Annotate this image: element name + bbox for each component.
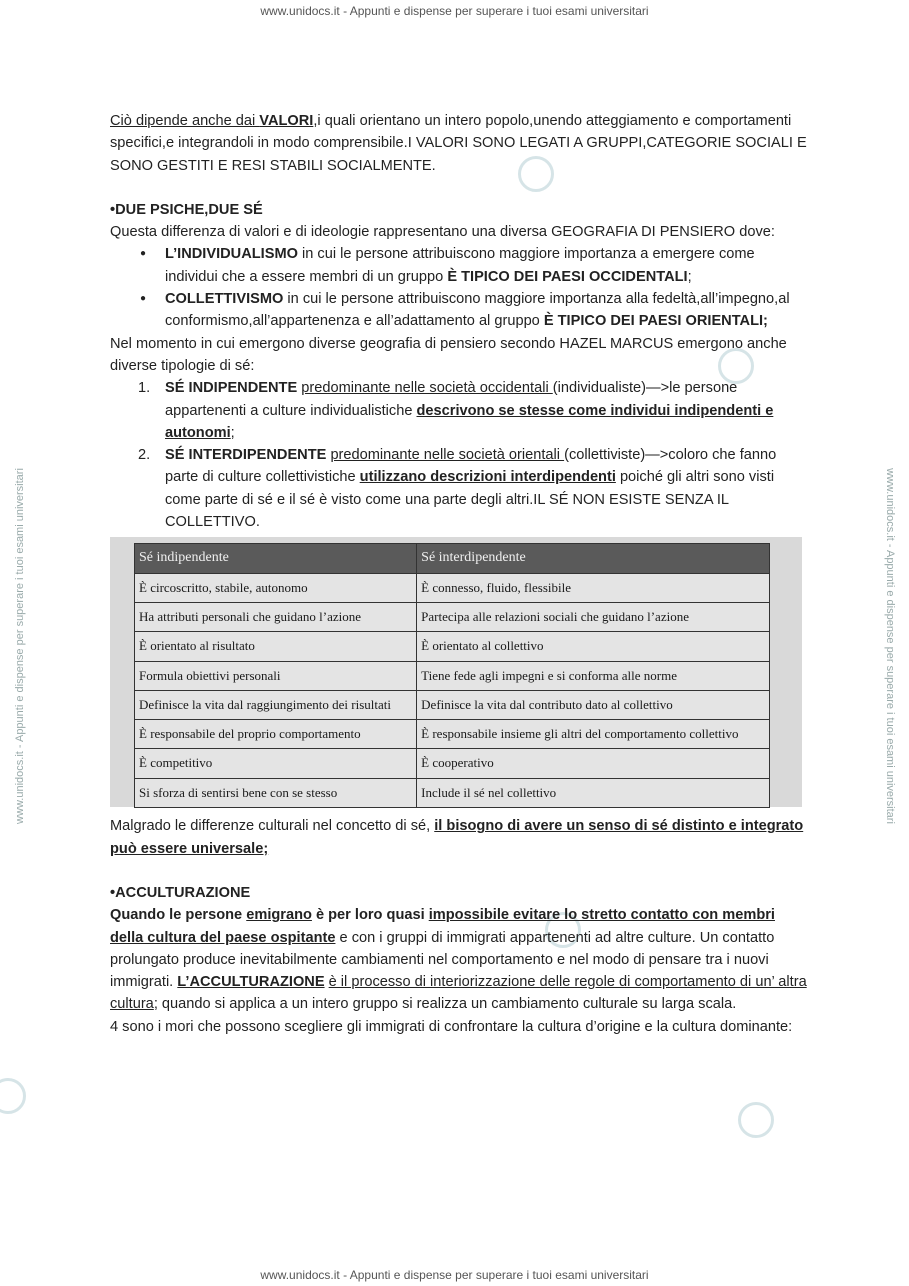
text-run: poiché gli altri sono visti come parte di sé e il sé è visto come una parte degli altri.IL SÉ NON ESISTE SENZA IL COLLETTIVO. (165, 469, 775, 531)
list-item (110, 444, 810, 533)
table-cell: Include il sé nel collettivo (417, 778, 770, 807)
emphasis: il bisogno di avere un senso di sé distinto e integrato può essere universale; (110, 818, 804, 857)
emphasis: È TIPICO DEI PAESI ORIENTALI; (543, 313, 768, 330)
heading-acculturazione: •ACCULTURAZIONE (110, 884, 251, 901)
list-number: 2. (138, 447, 151, 464)
text-run: e con i gruppi di immigrati appartenenti ad altre culture. Un contatto prolungato produce inevitabilmente cambiamenti nel comportamento e nel modo di pensare tra i nuovi immigrati. (110, 929, 775, 991)
paragraph-acculturazione (110, 904, 810, 1015)
heading-due-psiche: •DUE PSICHE,DUE SÉ (110, 201, 263, 218)
column-header: Sé indipendente (135, 544, 417, 573)
text-run: in cui le persone attribuiscono maggiore importanza a emergere come individui che a essere membri di un gruppo (165, 246, 755, 285)
table-cell: È orientato al risultato (135, 632, 417, 661)
text-run: (collettiviste)—>coloro che fanno parte di culture collettivistiche (165, 447, 777, 486)
document-body (110, 110, 810, 1038)
table-row (135, 690, 770, 719)
table-cell: È responsabile del proprio comportamento (135, 720, 417, 749)
paragraph-modi: 4 sono i mori che possono scegliere gli immigrati di confrontare la cultura d’origine e la cultura dominante: (110, 1018, 793, 1035)
list-item (110, 377, 810, 444)
table-cell: Formula obiettivi personali (135, 661, 417, 690)
paragraph-bisogno (110, 815, 810, 860)
text-run: Quando le persone (110, 907, 247, 924)
emphasis: utilizzano descrizioni interdipendenti (359, 469, 616, 486)
underlined-text: è il processo di interiorizzazione delle regole di comportamento di un’ altra cultura (110, 974, 807, 1013)
emphasis: descrivono se stesse come individui indipendenti e autonomi (165, 402, 774, 441)
emphasis: impossibile evitare lo stretto contatto con membri della cultura del paese ospitante (110, 907, 775, 946)
underlined-text: predominante nelle società occidentali (301, 380, 553, 397)
term: SÉ INTERDIPENDENTE (165, 447, 327, 464)
term: SÉ INDIPENDENTE (165, 380, 298, 397)
watermark-header: www.unidocs.it - Appunti e dispense per superare i tuoi esami universitari (260, 4, 649, 18)
comparison-table-image (110, 537, 802, 807)
term: L’INDIVIDUALISMO (165, 246, 298, 263)
table-cell: È circoscritto, stabile, autonomo (135, 573, 417, 602)
bullet-list (110, 243, 810, 332)
table-cell: Ha attributi personali che guidano l’azione (135, 602, 417, 631)
text-run: Malgrado le differenze culturali nel concetto di sé, (110, 818, 435, 835)
term: COLLETTIVISMO (165, 291, 284, 308)
text-run: ; (687, 268, 692, 285)
table-header-row (135, 544, 770, 573)
table-row (135, 602, 770, 631)
table-cell: È responsabile insieme gli altri del comportamento collettivo (417, 720, 770, 749)
paragraph-geografia: Questa differenza di valori e di ideologie rappresentano una diversa GEOGRAFIA DI PENSIERO dove: (110, 224, 775, 241)
watermark-logo-icon (738, 1102, 774, 1138)
table-cell: È cooperativo (417, 749, 770, 778)
text-run: (individualiste)—>le persone appartenenti a culture individualistiche (165, 380, 738, 419)
table-row (135, 720, 770, 749)
table-cell: Definisce la vita dal contributo dato al collettivo (417, 690, 770, 719)
list-item (110, 288, 810, 333)
table-cell: Tiene fede agli impegni e si conforma alle norme (417, 661, 770, 690)
text-run: ; quando si applica a un intero gruppo si realizza un cambiamento culturale su larga scala. (153, 996, 737, 1013)
watermark-side-right: www.unidocs.it - Appunti e dispense per superare i tuoi esami universitari (884, 468, 896, 824)
text-run: è per loro quasi (311, 907, 429, 924)
text-run: ; (230, 424, 235, 441)
list-number: 1. (138, 380, 151, 397)
table-row (135, 749, 770, 778)
paragraph-marcus: Nel momento in cui emergono diverse geografia di pensiero secondo HAZEL MARCUS emergono anche diverse tipologie di sé: (110, 335, 787, 374)
keyword-valori: VALORI (259, 113, 314, 129)
table-cell: È connesso, fluido, flessibile (417, 573, 770, 602)
table-row (135, 661, 770, 690)
table-row (135, 632, 770, 661)
emphasis: È TIPICO DEI PAESI OCCIDENTALI (447, 268, 688, 285)
table-cell: Si sforza di sentirsi bene con se stesso (135, 778, 417, 807)
underlined-text: predominante nelle società orientali (330, 447, 565, 464)
watermark-footer: www.unidocs.it - Appunti e dispense per superare i tuoi esami universitari (260, 1268, 649, 1282)
text-run: ,i quali orientano un intero popolo,unendo atteggiamento e comportamenti specifici,e integrandoli in modo comprensibile.I VALORI SONO LEGATI A GRUPPI,CATEGORIE SOCIALI E SONO GESTITI E RESI STABILI SOCIALMENTE. (110, 113, 807, 174)
table-cell: È competitivo (135, 749, 417, 778)
column-header: Sé interdipendente (417, 544, 770, 573)
watermark-logo-icon (0, 1078, 26, 1114)
emphasis: emigrano (246, 907, 312, 924)
paragraph-valori (110, 110, 810, 177)
list-item (110, 243, 810, 288)
table-cell: Definisce la vita dal raggiungimento dei risultati (135, 690, 417, 719)
text-run: in cui le persone attribuiscono maggiore importanza alla fedeltà,all’impegno,al conformismo,all’appartenenza e all’adattamento al gruppo (165, 291, 790, 330)
table-row (135, 778, 770, 807)
table-cell: Partecipa alle relazioni sociali che guidano l’azione (417, 602, 770, 631)
watermark-side-left: www.unidocs.it - Appunti e dispense per superare i tuoi esami universitari (14, 468, 26, 824)
table-row (135, 573, 770, 602)
text-run: Ciò dipende anche dai (110, 113, 260, 129)
comparison-table (134, 543, 770, 808)
table-cell: È orientato al collettivo (417, 632, 770, 661)
numbered-list (110, 377, 810, 533)
term: L’ACCULTURAZIONE (177, 974, 325, 991)
